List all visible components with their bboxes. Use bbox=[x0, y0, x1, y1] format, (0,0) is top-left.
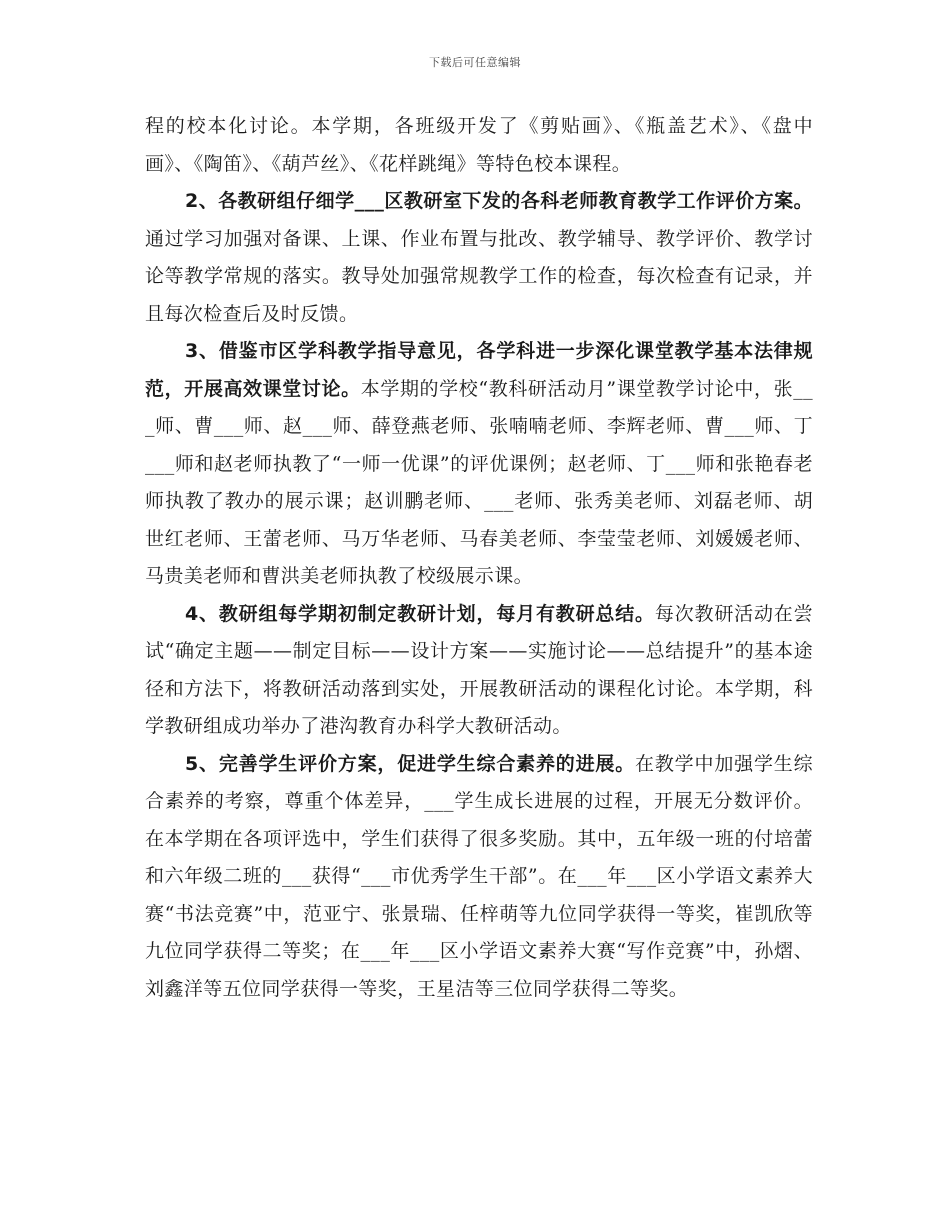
paragraph-lead: 3、借鉴市区学科教学指导意见，各学科进一步深化课堂教学基本法律规范，开展高效课堂讨论。 bbox=[145, 340, 813, 400]
paragraph-lead: 4、教研组每学期初制定教研计划，每月有教研总结。 bbox=[185, 602, 655, 625]
paragraph-item-3 bbox=[145, 333, 813, 596]
paragraph-item-4 bbox=[145, 596, 813, 746]
paragraph-lead: 2、各教研组仔细学___区教研室下发的各科老师教育教学工作评价方案。 bbox=[185, 190, 813, 212]
paragraph-body: 每次教研活动在尝试“确定主题——制定目标——设计方案——实施讨论——总结提升”的基本途径和方法下，将教研活动落到实处，开展教研活动的课程化讨论。本学期，科学教研组成功举办了港沟教育办科学大教研活动。 bbox=[145, 602, 814, 737]
paragraph-body: 程的校本化讨论。本学期，各班级开发了《剪贴画》、《瓶盖艺术》、《盘中画》、《陶笛》、《葫芦丝》、《花样跳绳》等特色校本课程。 bbox=[145, 115, 813, 175]
paragraph-body: 通过学习加强对备课、上课、作业布置与批改、教学辅导、教学评价、教学讨论等教学常规的落实。教导处加强常规教学工作的检查，每次检查有记录，并且每次检查后及时反馈。 bbox=[145, 227, 813, 325]
paragraph-continuation bbox=[145, 108, 813, 183]
paragraph-item-5 bbox=[145, 746, 813, 1009]
paragraph-body: 本学期的学校“教科研活动月”课堂教学讨论中，张___师、曹___师、赵___师、薛登燕老师、张喃喃老师、李辉老师、曹___师、丁___师和赵老师执教了“一师一优课”的评优课例；赵老师、丁___师和张艳春老师执教了教办的展示课；赵训鹏老师、___老师、张秀美老师、刘磊老师、胡世红老师、王蕾老师、马万华老师、马春美老师、李莹莹老师、刘媛媛老师、马贵美老师和曹洪美老师执教了校级展示课。 bbox=[145, 377, 813, 587]
paragraph-item-2 bbox=[145, 183, 813, 333]
paragraph-body: 在教学中加强学生综合素养的考察，尊重个体差异，___学生成长进展的过程，开展无分数评价。在本学期在各项评选中，学生们获得了很多奖励。其中，五年级一班的付培蕾和六年级二班的___获得“___市优秀学生干部”。在___年___区小学语文素养大赛“书法竞赛”中，范亚宁、张景瑞、任梓萌等九位同学获得一等奖，崔凯欣等九位同学获得二等奖；在___年___区小学语文素养大赛“写作竞赛”中，孙熠、刘鑫洋等五位同学获得一等奖，王星洁等三位同学获得二等奖。 bbox=[145, 752, 813, 1000]
document-body bbox=[145, 108, 813, 1008]
paragraph-lead: 5、完善学生评价方案，促进学生综合素养的进展。 bbox=[185, 752, 636, 775]
page-header: 下载后可任意编辑 bbox=[429, 56, 521, 69]
